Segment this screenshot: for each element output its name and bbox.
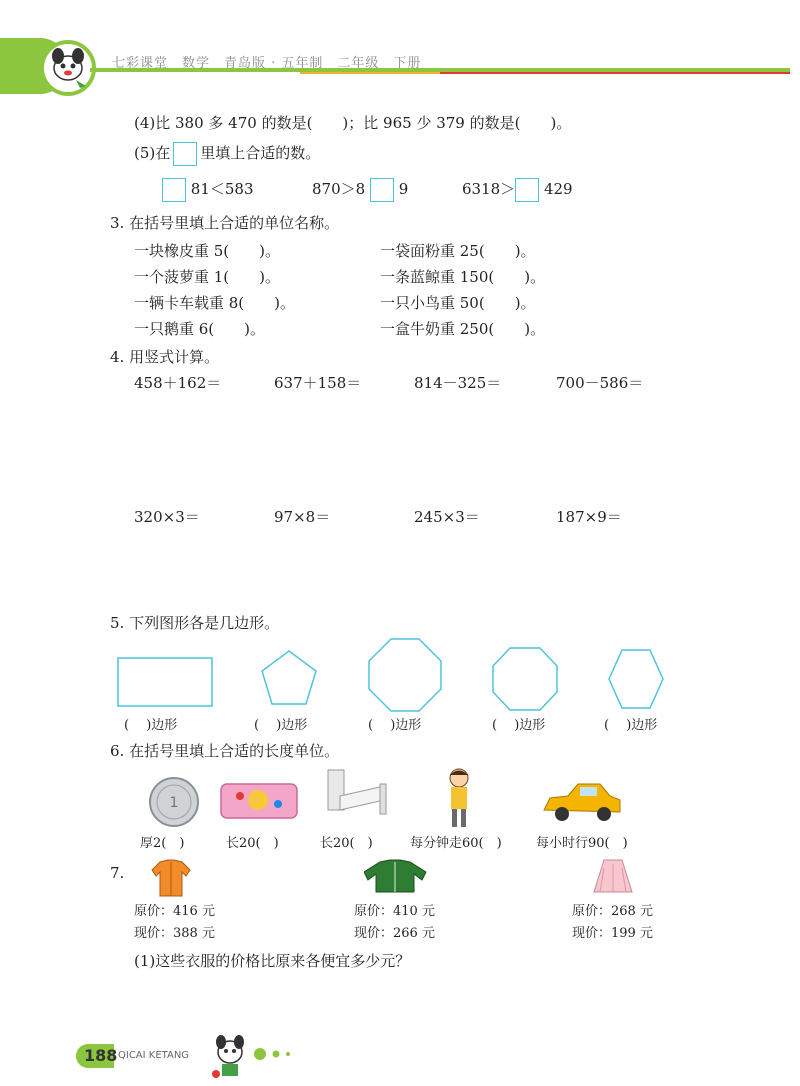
pink-skirt-image [592,858,638,896]
q2-item5-prefix: (5)在 [134,144,171,162]
ex3-text-b: 429 [543,180,573,198]
coin-image [148,776,200,828]
q3-right-3: 一只小鸟重 50( )。 [380,294,536,312]
ex1-text: 81＜583 [190,180,254,198]
q3-left-1: 一块橡皮重 5( )。 [134,242,281,260]
q5-label-1: ( )边形 [124,718,178,733]
answer-box[interactable] [370,178,394,202]
ex2-text-b: 9 [398,180,409,198]
q2-item5-ex1 [162,178,254,202]
q7-item2-orig: 原价：410 元 [354,904,435,919]
q6-title: 6. 在括号里填上合适的长度单位。 [110,742,340,760]
q3-left-4: 一只鹅重 6( )。 [134,320,266,338]
answer-box[interactable] [162,178,186,202]
q4-expr-6: 97×8＝ [274,508,331,526]
q2-item4: (4)比 380 多 470 的数是( )；比 965 少 379 的数是( )。 [134,114,572,132]
ex2-text-a: 870＞8 [312,180,366,198]
q7-item1-orig: 原价：416 元 [134,904,215,919]
octagon-shape-2 [490,646,560,712]
q3-left-2: 一个菠萝重 1( )。 [134,268,281,286]
q6-label-1: 厚2( ) [140,836,185,851]
page-number: 188 [84,1046,118,1065]
q2-item5-ex3 [462,178,573,202]
q5-label-5: ( )边形 [604,718,658,733]
q7-item3-orig: 原价：268 元 [572,904,653,919]
rectangle-shape [116,656,216,710]
q2-item5-ex2 [312,178,408,202]
hexagon-shape [606,648,666,710]
footer-brand: QICAI KETANG [118,1050,190,1061]
footer-dots [252,1046,302,1062]
mascot-icon [46,46,92,90]
q3-left-3: 一辆卡车载重 8( )。 [134,294,296,312]
q4-title: 4. 用竖式计算。 [110,348,220,366]
pentagon-shape [258,648,320,710]
q6-label-5: 每小时行90( ) [536,836,628,851]
footer-mascot-icon [206,1034,256,1080]
q4-expr-5: 320×3＝ [134,508,200,526]
q4-expr-3: 814－325＝ [414,374,502,392]
q5-label-3: ( )边形 [368,718,422,733]
q6-label-2: 长20( ) [226,836,279,851]
q4-expr-7: 245×3＝ [414,508,480,526]
q4-expr-4: 700－586＝ [556,374,644,392]
q3-right-1: 一袋面粉重 25( )。 [380,242,536,260]
q6-label-4: 每分钟走60( ) [410,836,502,851]
car-image [540,776,624,824]
q4-expr-1: 458＋162＝ [134,374,222,392]
q5-label-2: ( )边形 [254,718,308,733]
q7-sub1: (1)这些衣服的价格比原来各便宜多少元？ [134,952,411,970]
q2-item5 [134,142,320,166]
q3-right-2: 一条蓝鲸重 150( )。 [380,268,546,286]
q6-label-3: 长20( ) [320,836,373,851]
green-jacket-image [364,858,434,894]
answer-box[interactable] [173,142,197,166]
q4-expr-2: 637＋158＝ [274,374,362,392]
ex3-text-a: 6318＞ [462,180,516,198]
octagon-shape [366,636,444,714]
q7-number: 7. [110,864,125,882]
answer-box[interactable] [515,178,539,202]
q7-item3-now: 现价：199 元 [572,926,653,941]
q4-expr-8: 187×9＝ [556,508,622,526]
q5-label-4: ( )边形 [492,718,546,733]
pencil-case-image [218,778,302,822]
q3-right-4: 一盒牛奶重 250( )。 [380,320,546,338]
q3-title: 3. 在括号里填上合适的单位名称。 [110,214,340,232]
q7-item1-now: 现价：388 元 [134,926,215,941]
child-image [444,766,474,832]
q5-title: 5. 下列图形各是几边形。 [110,614,280,632]
q2-item5-suffix: 里填上合适的数。 [200,144,321,162]
svg-text:1: 1 [169,795,179,811]
bed-image [322,766,390,818]
header-title: 七彩课堂 数学 青岛版 · 五年制 二年级 下册 [112,56,422,71]
q7-item2-now: 现价：266 元 [354,926,435,941]
orange-jacket-image [150,858,192,898]
